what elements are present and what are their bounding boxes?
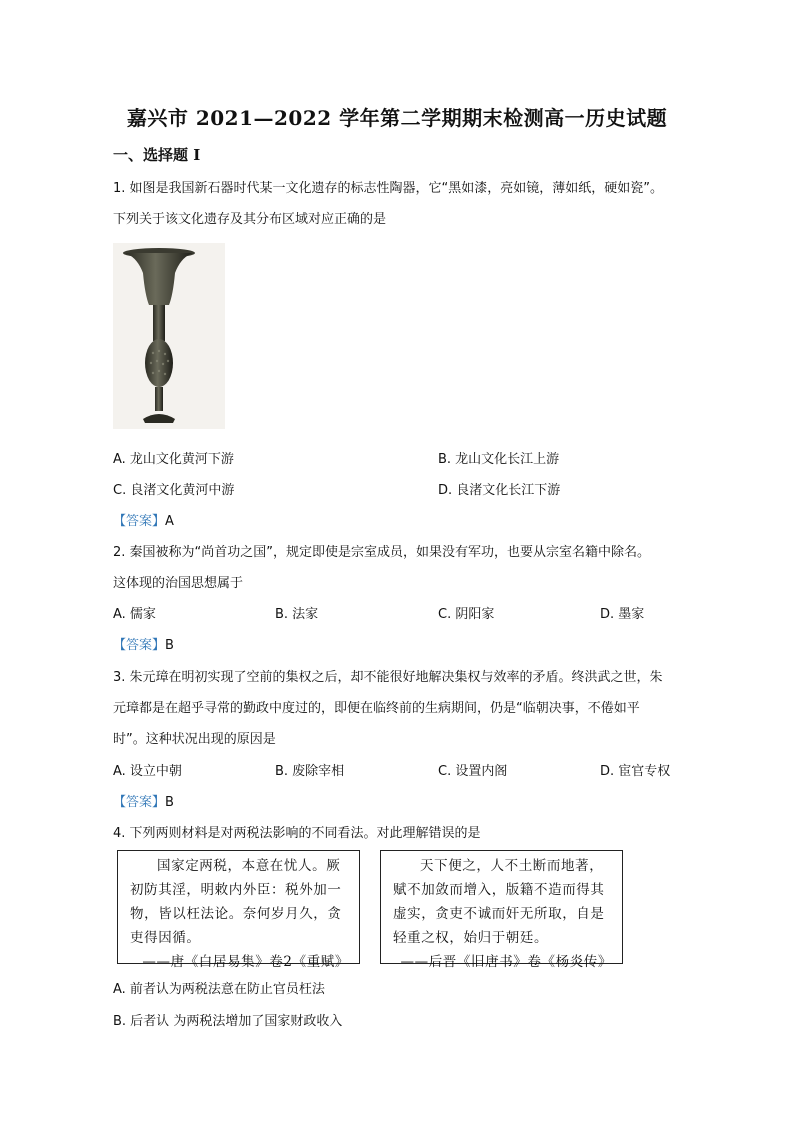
q1-option-c[interactable]: C. 良渚文化黄河中游	[113, 483, 235, 498]
q3-option-a[interactable]: A. 设立中朝	[113, 764, 182, 779]
q4-option-b[interactable]: B. 后者认 为两税法增加了国家财政收入	[113, 1014, 343, 1029]
material-left-box	[117, 850, 360, 970]
q3-option-c[interactable]: C. 设置内阁	[438, 764, 508, 779]
q3-option-b[interactable]: B. 废除宰相	[275, 764, 345, 779]
answer-value: A	[165, 514, 174, 529]
q3-answer	[113, 791, 174, 810]
section-heading: 一、选择题 I	[113, 146, 201, 164]
material-left-source: ——唐《白居易集》卷2《重赋》	[142, 954, 349, 970]
q1-stem-line-2: 下列关于该文化遗存及其分布区域对应正确的是	[113, 212, 387, 227]
q3-option-d[interactable]: D. 宦官专权	[600, 764, 671, 779]
goblet-illustration	[113, 243, 225, 429]
q3-stem-line-3: 时”。这种状况出现的原因是	[113, 732, 276, 747]
material-right-box	[380, 850, 623, 970]
q4-option-a[interactable]: A. 前者认为两税法意在防止官员枉法	[113, 982, 325, 997]
q4-stem-line-1: 4. 下列两则材料是对两税法影响的不同看法。对此理解错误的是	[113, 826, 481, 841]
answer-value: B	[165, 795, 174, 810]
material-right-source: ——后晋《旧唐书》卷《杨炎传》	[400, 954, 612, 970]
material-right-text: 天下便之，人不土断而地著，赋不加敛而增入，版籍不造而得其虚实，贪吏不诚而奸无所取，自是轻重之权，始归于朝廷。	[393, 858, 605, 946]
q1-answer	[113, 510, 174, 529]
q2-option-b[interactable]: B. 法家	[275, 607, 319, 622]
q2-option-c[interactable]: C. 阴阳家	[438, 607, 495, 622]
page-title: 嘉兴市 2021—2022 学年第二学期期末检测高一历史试题	[126, 106, 668, 130]
q3-stem-line-1: 3. 朱元璋在明初实现了空前的集权之后，却不能很好地解决集权与效率的矛盾。终洪武之世，朱	[113, 670, 663, 685]
q2-stem-line-1: 2. 秦国被称为“尚首功之国”，规定即使是宗室成员，如果没有军功，也要从宗室名籍中除名。	[113, 545, 651, 560]
q1-option-b[interactable]: B. 龙山文化长江上游	[438, 452, 560, 467]
material-left-text: 国家定两税，本意在忧人。厥初防其淫，明敕内外臣：税外加一物，皆以枉法论。奈何岁月久，贪吏得因循。	[130, 858, 342, 946]
q3-stem-line-2: 元璋都是在超乎寻常的勤政中度过的，即便在临终前的生病期间，仍是“临朝决事，不倦如平	[113, 701, 640, 716]
q1-stem-line-1: 1. 如图是我国新石器时代某一文化遗存的标志性陶器，它“黑如漆，亮如镜，薄如纸，硬如瓷”。	[113, 181, 664, 196]
answer-value: B	[165, 638, 174, 653]
q1-option-d[interactable]: D. 良渚文化长江下游	[438, 483, 561, 498]
answer-tag: 【答案】	[113, 638, 166, 653]
answer-tag: 【答案】	[113, 514, 166, 529]
q1-option-a[interactable]: A. 龙山文化黄河下游	[113, 452, 234, 467]
q2-option-a[interactable]: A. 儒家	[113, 607, 156, 622]
black-pottery-goblet-image	[113, 243, 225, 429]
answer-tag: 【答案】	[113, 795, 166, 810]
q2-answer	[113, 634, 174, 653]
q2-option-d[interactable]: D. 墨家	[600, 607, 645, 622]
q2-stem-line-2: 这体现的治国思想属于	[113, 576, 244, 591]
